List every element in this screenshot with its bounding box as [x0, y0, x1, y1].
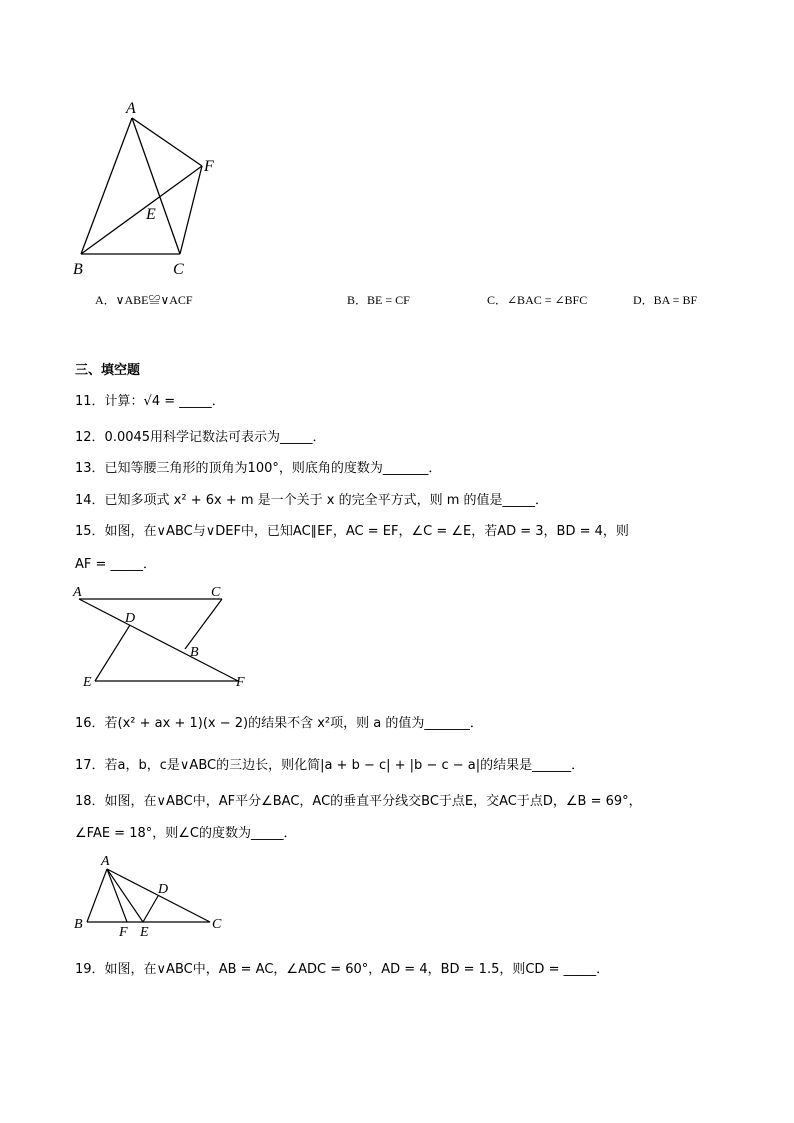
fig18-label-e: E: [140, 925, 149, 938]
question-12: 12．0.0045用科学记数法可表示为_____．: [75, 430, 326, 445]
option-b: B．BE = CF: [347, 293, 410, 307]
fig15-label-e: E: [83, 675, 92, 690]
question-18-line2: ∠FAE = 18°，则∠C的度数为_____．: [75, 826, 297, 841]
fig18-label-a: A: [101, 854, 110, 869]
fig1-label-e: E: [146, 206, 156, 223]
section-heading: 三、填空题: [75, 363, 141, 378]
question-14: 14．已知多项式 x² + 6x + m 是一个关于 x 的完全平方式，则 m 的值是_____．: [75, 493, 549, 508]
figure-triangles-abc-def: [70, 580, 260, 692]
option-a: A．∨ABE≌∨ACF: [95, 293, 193, 307]
question-15-line1: 15．如图，在∨ABC与∨DEF中，已知AC∥EF，AC = EF，∠C = ∠E，若AD = 3，BD = 4，则: [75, 524, 629, 539]
fig15-label-a: A: [73, 585, 82, 600]
option-d: D．BA = BF: [633, 293, 698, 307]
fig18-label-c: C: [212, 917, 222, 932]
fig1-label-b: B: [73, 261, 83, 278]
fig1-label-a: A: [126, 100, 136, 117]
question-17: 17．若a，b，c是∨ABC的三边长，则化简|a + b − c| + |b − c − a|的结果是______．: [75, 758, 585, 773]
question-18-line1: 18．如图，在∨ABC中，AF平分∠BAC，AC的垂直平分线交BC于点E，交AC于点D，∠B = 69°，: [75, 794, 642, 809]
fig18-label-d: D: [158, 882, 169, 897]
figure-triangle-abc-bisector: [70, 848, 235, 938]
option-c: C．∠BAC = ∠BFC: [487, 293, 588, 307]
question-19: 19．如图，在∨ABC中，AB = AC，∠ADC = 60°，AD = 4，BD = 1.5，则CD = _____．: [75, 962, 610, 977]
fig15-label-d: D: [125, 611, 136, 626]
fig1-label-c: C: [173, 261, 184, 278]
fig15-label-c: C: [211, 585, 221, 600]
figure-quadrilateral-abcf: [60, 95, 240, 280]
fig1-label-f: F: [204, 158, 214, 175]
question-16: 16．若(x² + ax + 1)(x − 2)的结果不含 x²项，则 a 的值为_______．: [75, 716, 483, 731]
question-11: 11．计算：√4 = _____．: [75, 394, 225, 409]
fig18-label-b: B: [74, 917, 83, 932]
fig18-label-f: F: [119, 925, 128, 938]
question-13: 13．已知等腰三角形的顶角为100°，则底角的度数为_______．: [75, 461, 442, 476]
fig15-label-f: F: [236, 675, 245, 690]
fig15-label-b: B: [190, 645, 199, 660]
question-15-line2: AF = _____．: [75, 557, 157, 572]
